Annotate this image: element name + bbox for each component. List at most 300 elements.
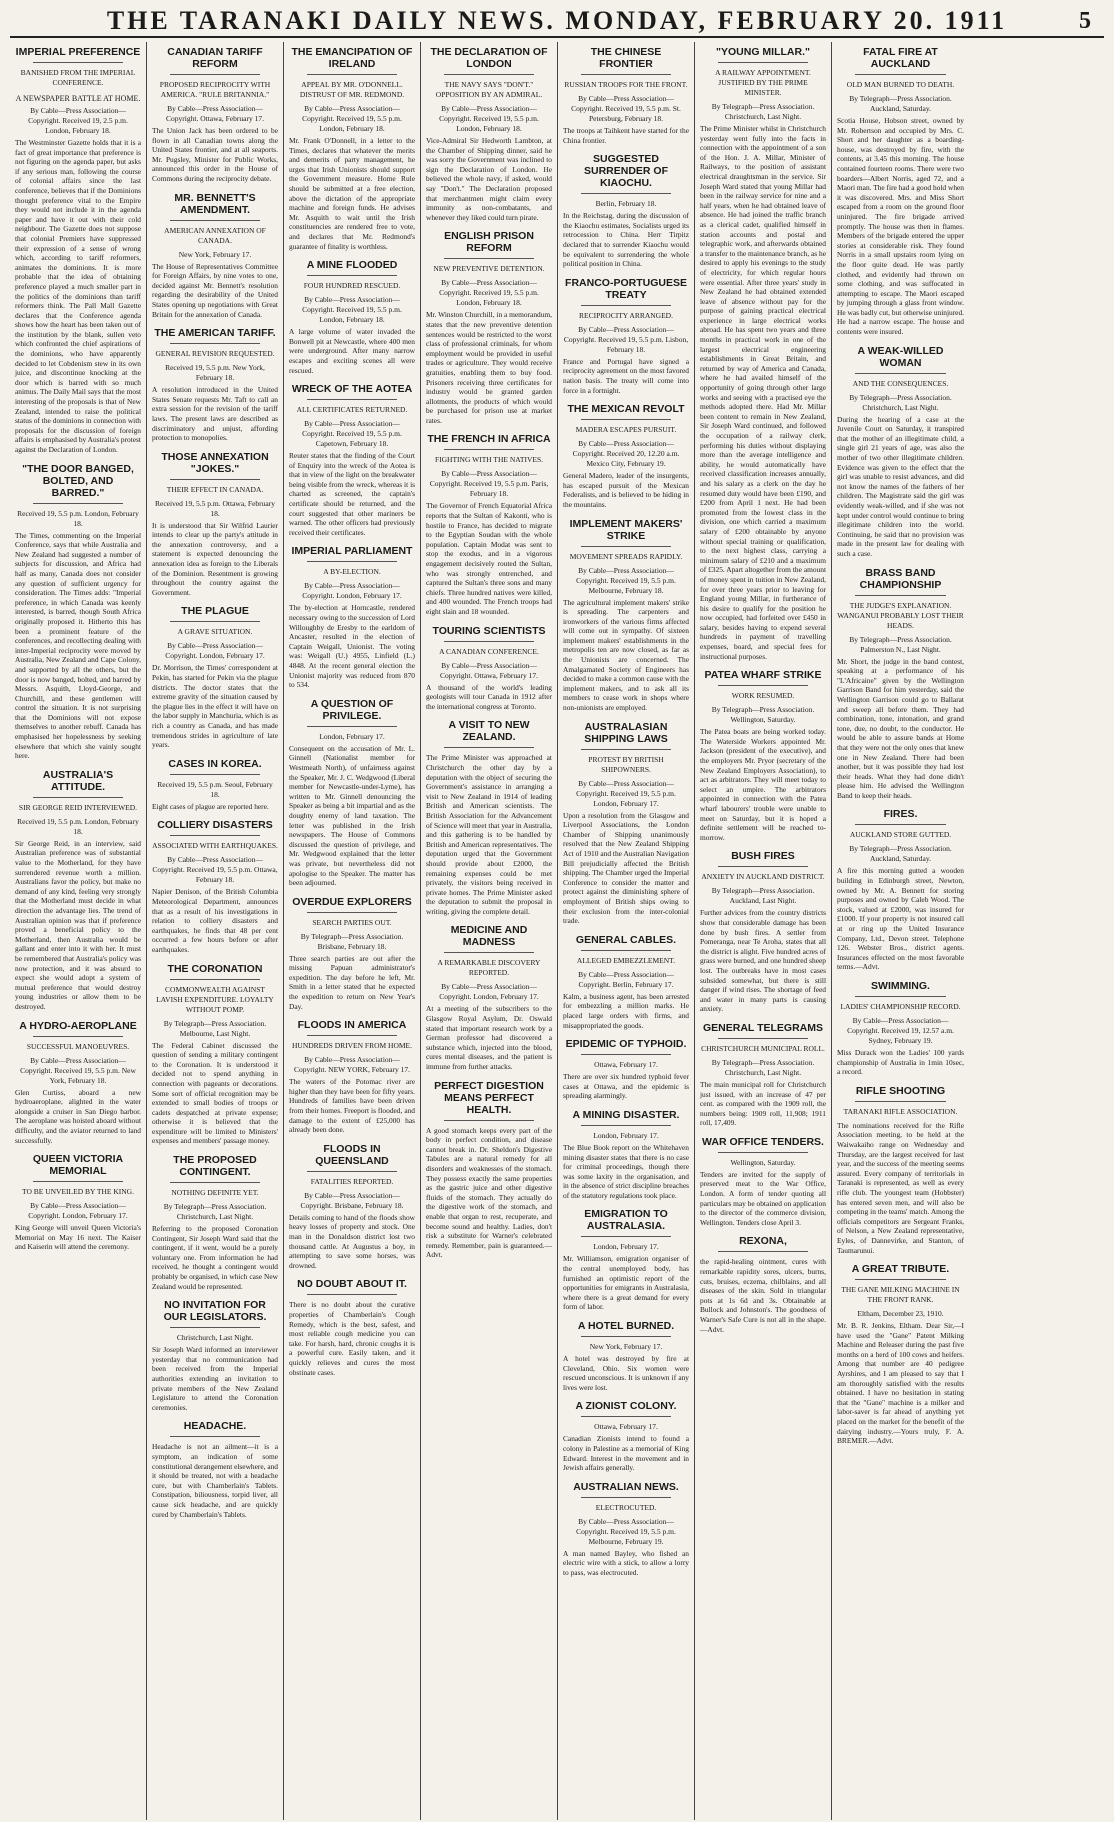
article-dek: A GRAVE SITUATION. <box>177 627 253 637</box>
article-body: Vice-Admiral Sir Hedworth Lambton, at the Chamber of Shipping dinner, said he was sorry the Government was inclined to sign the Declaration of London. He believed the whole navy, if asked, would say "Don't." The Declaration proposed that merchantmen might claim every immunity as non-combatants, and whenever they liked could turn pirate. <box>426 136 552 222</box>
article-dateline: New York, February 17. <box>589 1342 663 1352</box>
article-dateline: By Cable—Press Association—Copyright. London, February 17. <box>439 982 539 1002</box>
article-headline: A WEAK-WILLED WOMAN <box>857 344 944 369</box>
article <box>563 46 689 145</box>
headline-rule <box>170 74 260 75</box>
article-dek: MOVEMENT SPREADS RAPIDLY. <box>569 551 683 561</box>
article-headline: FIRES. <box>883 808 918 821</box>
article-body: A large volume of water invaded the Bonwell pit at Newcastle, where 400 men were underground. After many narrow escapes and exciting scenes all were rescued. <box>289 327 415 375</box>
article-dek: FOUR HUNDRED RESCUED. <box>303 281 401 291</box>
article-dek: AMERICAN ANNEXATION OF CANADA. <box>164 225 266 245</box>
article <box>563 1320 689 1392</box>
article-headline: THE FRENCH IN AFRICA <box>427 433 551 446</box>
article <box>837 46 964 337</box>
article-dateline: By Telegraph—Press Association. Palmerston N., Last Night. <box>849 634 952 654</box>
article <box>426 1080 552 1260</box>
article-dek: OLD MAN BURNED TO DEATH. <box>846 80 955 89</box>
article-dateline: Received 19, 5.5 p.m. Ottawa, February 18. <box>155 498 275 518</box>
headline-rule <box>718 1038 808 1039</box>
headline-rule <box>307 912 397 913</box>
article-headline: A HYDRO-AEROPLANE <box>19 1019 137 1032</box>
article-headline: PATEA WHARF STRIKE <box>704 669 822 682</box>
article <box>563 403 689 509</box>
article-dek: LADIES' CHAMPIONSHIP RECORD. <box>840 1002 961 1011</box>
article <box>152 1420 278 1519</box>
article-body: A good stomach keeps every part of the body in perfect condition, and disease cannot break in. Dr. Sheldon's Digestive Tabules are a natural remedy for all disorders and weaknesses of the stomach. They possess exactly the same properties as the gastric juice and other digestive fluids of the stomach. They actually do the digestive work of the stomach, and enable that organ to rest, recuperate, and become sound and healthy. Ladies, don't risk a substitute for Warner's celebrated remedy. Remember, pain is guaranteed.—Advt. <box>426 1125 552 1260</box>
article-dateline: By Cable—Press Association—Copyright. Received 19, 5.5 p.m. St. Petersburg, February 18. <box>571 94 681 123</box>
article <box>563 1109 689 1201</box>
headline-rule <box>307 1171 397 1172</box>
article-dek: THE NAVY SAYS "DON'T." OPPOSITION BY AN ADMIRAL. <box>435 80 543 99</box>
article-headline: MR. BENNETT'S AMENDMENT. <box>174 191 256 216</box>
article-body: Glen Curtiss, aboard a new hydroaeroplane, alighted in the water alongside a cruiser in San Diego harbor. The aeroplane was hoisted aboard without difficulty, and the aviator returned to land successfully. <box>15 1087 141 1145</box>
article-dateline: By Cable—Press Association—Copyright. Brisbane, February 18. <box>300 1190 404 1210</box>
article <box>837 808 964 972</box>
article <box>15 1020 141 1146</box>
article <box>15 1153 141 1252</box>
article-dek: NEW PREVENTIVE DETENTION. <box>433 264 545 274</box>
article-headline: A ZIONIST COLONY. <box>575 1400 677 1413</box>
headline-rule <box>581 1336 671 1337</box>
article-headline: THE DECLARATION OF LONDON <box>430 46 548 70</box>
headline-rule <box>581 305 671 306</box>
article <box>700 669 826 842</box>
headline-rule <box>170 343 260 344</box>
headline-rule <box>33 797 123 798</box>
headline-rule <box>170 220 260 221</box>
article-body: Mr. Short, the judge in the band contest, speaking at a performance of his "L'Africaine" given by the Wellington Garrison Band for him yesterday, said the Wellington Garrison could go to Ballarat and sweep all before them. They had combination, tone, intonation, and grand tone, due, no doubt, to the conductor. He would be able to assure bands at Home that they were not the only ones that knew one in New Zealand. There had been another, but it was possible they had lost their heads. What they had done didn't please him. He advised the Wellington Band to keep their heads. <box>837 656 964 800</box>
headline-rule <box>855 996 946 997</box>
column-4 <box>421 42 558 1820</box>
article-body: Scotia House, Hobson street, owned by Mr. Robertson and occupied by Mrs. C. Short and her daughter as a boarding-house, was destroyed by fire, with the contents, at 3.45 this morning. The house contained fourteen rooms. There were two boarders—Albert Norris, aged 72, and a Maori man. The fire had a good hold when it was discovered. Mrs. and Miss Short escaped from a room on the ground floor uninjured. The fire brigade arrived promptly. The house was then in flames. Members of the brigade entered the upper stories at considerable risk. They found Norris in a small upstairs room lying on the floor quite dead. He was partly clothed, and evidently had thrown on some clothing, and was suffocated in attempting to escape. The Maori escaped by jumping through a glass front window. He was badly cut, but otherwise uninjured. He had a narrow escape. The house and contents were insured. <box>837 116 964 337</box>
column-2 <box>147 42 284 1820</box>
article <box>563 934 689 1030</box>
article <box>289 896 415 1012</box>
article <box>15 463 141 761</box>
article-body: In the Reichstag, during the discussion of the Kiaochu estimates, Socialists urged its retrocession to China. Herr Tirpitz declared that to surrender Kiaochu would be equivalent to surrendering the whole political position in China. <box>563 211 689 269</box>
article <box>563 1481 689 1578</box>
article-headline: MEDICINE AND MADNESS <box>450 924 528 949</box>
article-dateline: By Telegraph—Press Association. Wellington, Saturday. <box>711 705 815 725</box>
article-body: The Prime Minister whilst in Christchurch yesterday went fully into the facts in connection with the appointment of a son of the Hon. J. A. Millar, Minister of Railways, to the position of assistant electrical draughtsman in the service. Sir Joseph Ward stated that young Millar had been in the railway service for nine and a half years, when he had obtained leave of absence. He had joined the traffic branch as a clerical cadet, qualified himself in station accounts and postal and telegraphic work, and afterwards obtained a transfer to the maintenance branch, as he desired to apply his evenings to the study of electricity, for which regular hours were essential. After three years' study in New Zealand he had obtained extended leave of absence without pay for the purpose of gaining practical electrical experience in large electrical works abroad. He has spent two years and three months in practical work in one of the largest electrical engineering establishments in Great Britain, and returned by way of America and Canada, where he had availed himself of the opportunity of going through other large works and seeing with a practised eye the methods adopted there. Had Mr. Millar been content to remain in New Zealand, Sir Joseph Ward continued, and followed the occupation of a railway clerk, performing his duties without displaying more than the average intelligence and ability, he would automatically have received classification increases annually, and his salary as a clerk on the day he resumed duty would have been £190, and £200 from April 1 next. He had been promoted from the lowest class in the division, one which carried a maximum salary of £200 obtainable by anyone without special training or qualification, to the next highest class, carrying a minimum salary of £210 and a maximum of £325. Apart altogether from the amount of money spent in tuition in New Zealand, for over three years prior to leaving for England young Millar, in furtherance of his desire to qualify for the position he now occupied, had forfeited over £450 in salary, besides having to expend several hundreds in payment of travelling expenses, board, and special fees for instructional purposes. <box>700 124 826 661</box>
article <box>426 625 552 712</box>
headline-rule <box>33 1181 123 1182</box>
article-body: the rapid-healing ointment, cures with remarkable rapidity sores, ulcers, burns, cuts, bruises, eczema, chilblains, and all diseases of the skin. Sold in triangular pots at 1s 6d and 3s. Obtainable at Bullock and Johnston's. The goodness of Warner's Safe Cure is not all in the shape.—Advt. <box>700 1257 826 1334</box>
article-headline: FLOODS IN AMERICA <box>297 1019 407 1032</box>
article-body: There is no doubt about the curative properties of Chamberlain's Cough Remedy, which is the best, safest, and most reliable cough medicine you can take. For harsh, hard, chronic coughs it is a powerful cure. Easily taken, and it quickly relieves and cures the most obstinate cases. <box>289 1300 415 1377</box>
article-body: Reuter states that the finding of the Court of Enquiry into the wreck of the Aotea is that in view of the light on the breakwater being visible from the wreck, whereas it is charted as screened, the captain's certificate should be returned, and the court suggested that other mariners be warned. The other officers had previously received their certificates. <box>289 451 415 537</box>
article-dek: ASSOCIATED WITH EARTHQUAKES. <box>152 841 278 851</box>
article-dek: AUCKLAND STORE GUTTED. <box>849 830 952 840</box>
headline-rule <box>444 641 534 642</box>
article-headline: OVERDUE EXPLORERS <box>292 895 412 908</box>
article-dek: SUCCESSFUL MANOEUVRES. <box>26 1041 130 1051</box>
article-headline: PERFECT DIGESTION MEANS PERFECT HEALTH. <box>434 1079 544 1116</box>
article-body: General Madero, leader of the insurgents, has escaped pursuit of the Mexican Federalists, and is believed to be hiding in the mountains. <box>563 471 689 509</box>
article <box>563 1208 689 1312</box>
headline-rule <box>444 258 534 259</box>
masthead-title: THE TARANAKI DAILY NEWS. MONDAY, FEBRUARY 20. 1911 <box>106 6 1008 35</box>
article-headline: A MINE FLOODED <box>306 259 398 272</box>
article-body: The agricultural implement makers' strike is spreading. The carpenters and ironworkers of the various firms affected will come out in sympathy. Of sixteen implement makers' establishments in the metropolis ten are now closed, as far as the Unionists are concerned. The Amalgamated Society of Engineers has decided to make a common cause with the implement makers, and to ask all its members to cease work in shops where non-unionists are employed. <box>563 597 689 713</box>
article-body: The Patea boats are being worked today. The Waterside Workers appointed Mr. Jackson (president of the executive), and the employers Mr. Pryor (secretary of the New Zealand Employers Association), to act as arbitrators. They will meet today to select an umpire. The arbitrators appointed in connection with the Patea wharf labourers' trouble were unable to meet on Saturday, but it is hoped a definite settlement will be reached to-morrow. <box>700 727 826 842</box>
article-headline: THE CORONATION <box>167 962 263 975</box>
article-dek: ANXIETY IN AUCKLAND DISTRICT. <box>701 872 825 882</box>
article-body: The waters of the Potomac river are higher than they have been for fifty years. Hundreds of families have been driven from their homes. Freeport is flooded, and damage to the extent of £25,000 has already been done. <box>289 1077 415 1135</box>
article <box>700 1136 826 1228</box>
article-dek: RUSSIAN TROOPS FOR THE FRONT. <box>564 80 688 89</box>
article-body: Details coming to hand of the floods show heavy losses of property and stock. One man in the Donaldson district lost two thousand cattle. At Augustus a boy, in attempting to save some horses, was drowned. <box>289 1212 415 1270</box>
headline-rule <box>170 774 260 775</box>
article-body: During the hearing of a case at the Juvenile Court on Saturday, it transpired that the mother of an illegitimate child, a single girl 21 years of age, was also the mother of two other illegitimate children. Evidence was given to the effect that the girl was unable to resist advances, and did not know the names of the fathers of her children. The Magistrate said the girl was evidently weak-willed, and if she was not kept under control would continue to bring illegitimate children into the world. Continuing, he said that no provision was made in the present law for dealing with such a case. <box>837 414 964 558</box>
headline-rule <box>855 1279 946 1280</box>
article <box>289 545 415 689</box>
article-body: Sir George Reid, in an interview, said Australian preference was of substantial value to the Motherland, for they have surrendered revenue worth a million. Australians favor the policy, but make no demand of any kind, feeling very strongly that the Motherland must decide in what direction the advantage lies. The trend of Australian opinion was that if preference proved a beneficial policy to the Motherland, then Australia would be gallant and enter into it with her. It must be remembered that Australia's policy was now protection, and it was absurd to expect she would adopt a system of mutual preference that would destroy young industries or allow them to be destroyed. <box>15 838 141 1011</box>
article-headline: A VISIT TO NEW ZEALAND. <box>448 719 530 744</box>
page-number: 5 <box>1079 8 1094 34</box>
article-dek: SEARCH PARTIES OUT. <box>312 917 392 927</box>
headline-rule <box>581 1497 671 1498</box>
article-headline: THE PROPOSED CONTINGENT. <box>173 1154 257 1179</box>
column-1 <box>10 42 147 1820</box>
article-dateline: New York, February 17. <box>178 249 252 259</box>
article <box>700 46 826 661</box>
article-body: Upon a resolution from the Glasgow and Liverpool Associations, the London Chamber of Shipping unanimously resolved that the New Zealand Shipping Act of 1910 and the Australian Navigation Bill prejudicially affected the British shipping. The Chamber urged the Imperial Conference to consider the matter and protect against the diminishing sphere of employment of British ships owing to their exclusion from the inter-colonial trade. <box>563 810 689 926</box>
article-headline: A MINING DISASTER. <box>572 1108 680 1121</box>
headline-rule <box>444 1120 534 1121</box>
headline-rule <box>33 1036 123 1037</box>
headline-rule <box>581 546 671 547</box>
article-headline: "YOUNG MILLAR." <box>716 46 810 58</box>
article-dateline: By Telegraph—Press Association. Brisbane, February 18. <box>300 931 404 951</box>
article-headline: A HOTEL BURNED. <box>577 1320 675 1333</box>
article-headline: FLOODS IN QUEENSLAND <box>315 1142 389 1167</box>
article-headline: BUSH FIRES <box>731 850 795 863</box>
article-dateline: By Cable—Press Association—Copyright. Received 19, 5.5 p.m. New York, February 18. <box>20 1055 136 1085</box>
article-headline: WAR OFFICE TENDERS. <box>702 1135 824 1148</box>
article-dek: BANISHED FROM THE IMPERIAL CONFERENCE. <box>20 68 136 87</box>
article-headline: TOURING SCIENTISTS <box>432 624 546 637</box>
article <box>563 153 689 269</box>
headline-rule <box>444 747 534 748</box>
article-dateline: By Cable—Press Association—Copyright. Received 19, 5.5 p.m. Capetown, February 18. <box>302 419 402 449</box>
article <box>289 1278 415 1377</box>
article-dateline: London, February 17. <box>593 1130 659 1140</box>
headline-rule <box>307 74 397 75</box>
article-headline: FATAL FIRE AT AUCKLAND <box>863 46 938 70</box>
article-dek: MADERA ESCAPES PURSUIT. <box>575 425 677 435</box>
article-dek: NOTHING DEFINITE YET. <box>171 1188 259 1198</box>
article <box>426 230 552 425</box>
columns-container <box>10 42 1104 1820</box>
article-body: A man named Bayley, who fished an electric wire with a stick, to allow a lorry to pass, was electrocuted. <box>563 1548 689 1577</box>
article-body: A thousand of the world's leading geologists will tour Canada in 1912 after the international congress at Toronto. <box>426 682 552 711</box>
headline-rule <box>855 74 946 75</box>
article-body: Further advices from the country districts show that considerable damage has been done by bush fires. A settler from Pomeranga, near Te Aroha, states that all the district is alight. Five hundred acres of grass were burned, and one hundred sheep lost. The outbreaks have in most cases subsided somewhat, but there is still danger if wind rises. The shortage of feed and water in many parts is causing anxiety. <box>700 908 826 1014</box>
article-headline: SWIMMING. <box>871 980 930 992</box>
article <box>152 1154 278 1291</box>
article <box>837 567 964 801</box>
article-dek: ALLEGED EMBEZZLEMENT. <box>576 955 676 965</box>
article-headline: RIFLE SHOOTING <box>855 1084 946 1097</box>
article-headline: IMPERIAL PREFERENCE <box>15 46 141 58</box>
article-headline: CASES IN KOREA. <box>168 757 262 770</box>
article-dateline: By Cable—Press Association—Copyright. Received 19, 5.5 p.m. Ottawa, February 18. <box>152 855 278 885</box>
article <box>426 719 552 916</box>
article-dateline: By Telegraph—Press Association. Christchurch, Last Night. <box>163 1202 267 1222</box>
article-dateline: By Cable—Press Association—Copyright. Received 20, 12.20 a.m. Mexico City, February 19. <box>572 439 680 469</box>
article-body: Eight cases of plague are reported here. <box>152 801 269 811</box>
headline-rule <box>33 62 123 63</box>
article-headline: REXONA, <box>739 1235 787 1248</box>
article-dek: A RAILWAY APPOINTMENT. JUSTIFIED BY THE PRIME MINISTER. <box>715 68 811 97</box>
headline-rule <box>33 503 123 504</box>
article-dateline: London, February 17. <box>593 1242 659 1252</box>
article-dek: A CANADIAN CONFERENCE. <box>439 646 539 656</box>
article <box>152 1299 278 1412</box>
article-headline: QUEEN VICTORIA MEMORIAL <box>32 1153 124 1178</box>
article-dateline: By Telegraph—Press Association. Auckland, Last Night. <box>711 886 815 906</box>
headline-rule <box>581 1236 671 1237</box>
headline-rule <box>307 1035 397 1036</box>
headline-rule <box>444 952 534 953</box>
article-headline: A QUESTION OF PRIVILEGE. <box>310 697 394 722</box>
article-headline: "THE DOOR BANGED, BOLTED, AND BARRED." <box>22 462 134 499</box>
article <box>152 46 278 184</box>
article-body: The Prime Minister was approached at Christchurch the other day by a deputation with the object of securing the Government's assistance in arranging a visit to New Zealand in 1914 of leading British and American scientists. The British Association for the Advancement of Science will meet that year in Australia, and this gathering is to be handled by British and American representatives. The deputation urged that the Government should provide about £2000, the remaining expenses could be met privately, the visitors being received in private homes. The Prime Minister asked the deputation to submit the proposal in writing, giving the complete detail. <box>426 753 553 916</box>
article-dateline: Received 19, 5.5 p.m. Seoul, February 18. <box>157 779 273 799</box>
article <box>837 1263 964 1446</box>
article-dateline: By Cable—Press Association—Copyright. Received 19, 2.5 p.m. London, February 18. <box>28 106 128 135</box>
article-headline: ENGLISH PRISON REFORM <box>444 230 534 255</box>
article-dateline: Received 19, 5.5 p.m. London, February 18. <box>17 816 139 836</box>
article-body: The troops at Taihkent have started for the China frontier. <box>563 126 689 145</box>
article-dek: FATALITIES REPORTED. <box>310 1176 394 1186</box>
article-body: Three search parties are out after the missing Papuan administrator's expedition. The day before he left, Mr. Smith in a letter stated that he expected the expedition to return on New Year's Day. <box>289 953 415 1011</box>
article-body: A hotel was destroyed by fire at Cleveland, Ohio. Six women were rescued unconscious. It is unknown if any lives were lost. <box>563 1354 689 1392</box>
article-dateline: By Cable—Press Association—Copyright. Received 19, 5.5 p.m. London, February 17. <box>576 778 676 808</box>
article <box>289 1143 415 1271</box>
article <box>152 451 278 598</box>
column-7 <box>832 42 969 1820</box>
article-dateline: By Cable—Press Association—Copyright. Received 19, 12.57 a.m. Sydney, February 19. <box>847 1016 954 1045</box>
article-headline: CANADIAN TARIFF REFORM <box>167 46 263 70</box>
article-dateline: By Cable—Press Association—Copyright. NEW YORK, February 17. <box>293 1055 411 1075</box>
article-dateline: By Cable—Press Association—Copyright. Ottawa, February 17. <box>166 104 264 123</box>
article-dek: THE JUDGE'S EXPLANATION. WANGANUI PROBABLY LOST THEIR HEADS. <box>837 600 964 630</box>
article-body: Referring to the proposed Coronation Contingent, Sir Joseph Ward said that the contingent, if it went, would be a purely voluntary one. From information he had received, he thought a contingent would probably be organised, in which case New Zealand would be represented. <box>152 1224 278 1291</box>
article-headline: THE AMERICAN TARIFF. <box>154 327 276 340</box>
headline-rule <box>170 1327 260 1328</box>
article <box>152 758 278 812</box>
headline-rule <box>170 835 260 836</box>
article-headline: COLLIERY DISASTERS <box>157 819 273 832</box>
headline-rule <box>307 275 397 276</box>
headline-rule <box>718 866 808 867</box>
article-headline: WRECK OF THE AOTEA <box>291 383 413 396</box>
article-dateline: By Cable—Press Association—Copyright. Received 19, 5.5 p.m. Paris, February 18. <box>429 469 549 499</box>
headline-rule <box>855 595 946 596</box>
article-headline: AUSTRALIAN NEWS. <box>573 1480 679 1493</box>
article-body: A resolution introduced in the United States Senate requests Mr. Taft to call an extra session for the revision of the tariff laws. The present laws are described as discriminatory and unjust, affording protection to monopolies. <box>152 385 278 443</box>
article-body: King George will unveil Queen Victoria's Memorial on May 16 next. The Kaiser and Kaiserin will attend the ceremony. <box>15 1223 141 1252</box>
article <box>152 605 278 749</box>
article-body: Napier Denison, of the British Columbia Meteorological Department, announces that as a result of his investigations in relation to colliery disasters and earthquakes, he finds that 48 per cent occurred a few hours before or after earthquakes. <box>152 887 278 954</box>
article <box>152 819 278 954</box>
headline-rule <box>307 1294 397 1295</box>
article-body: The Union Jack has been ordered to be flown in all Canadian towns along the United States frontier, and at all seaports. Mr. Pugsley, Minister for Public Works, announced this order in the House of Commons during the reciprocity debate. <box>152 126 278 183</box>
article-dek: A BY-ELECTION. <box>323 567 381 577</box>
article-dek: PROPOSED RECIPROCITY WITH AMERICA. "RULE BRITANNIA." <box>159 80 271 99</box>
article <box>289 259 415 375</box>
article-headline: GENERAL TELEGRAMS <box>703 1021 823 1034</box>
article-dek: FIGHTING WITH THE NATIVES. <box>434 455 544 465</box>
article-headline: BRASS BAND CHAMPIONSHIP <box>859 566 942 591</box>
article-body: Mr. Frank O'Donnell, in a letter to the Times, declares that whatever the merits and demerits of party management, he urges that Irish Unionists should support the Government measure. Home Rule should be submitted at a free election, above the dictation of the appropriate machine and foreign funds. He advises Mr. Asquith to wait until the Irish constituencies are rendered free to vote, and declares that Mr. Redmond's guarantee of finality is worthless. <box>289 136 415 251</box>
article-dateline: Christchurch, Last Night. <box>176 1333 254 1343</box>
article-headline: THE EMANCIPATION OF IRELAND <box>291 46 413 70</box>
article-headline: NO DOUBT ABOUT IT. <box>297 1278 407 1291</box>
article-body: France and Portugal have signed a reciprocity agreement on the most favored nation basis. The treaty will come into force in a fortnight. <box>563 356 689 395</box>
headline-rule <box>581 74 671 75</box>
article <box>563 277 689 395</box>
headline-rule <box>581 1054 671 1055</box>
article-dateline: By Telegraph—Press Association. Melbourne, Last Night. <box>163 1018 267 1038</box>
article-headline: THE PLAGUE <box>181 605 249 618</box>
headline-rule <box>581 1416 671 1417</box>
article-dek: HUNDREDS DRIVEN FROM HOME. <box>291 1041 412 1051</box>
article-body: The nominations received for the Rifle Association meeting, to be held at the Waiwakaiho range on Wednesday and Thursday, are the largest received for last year, and the success of the meeting seems assured. Every company of territorials in Taranaki is represented, as well as every rifle club. The youngest team (Hobbster) has entered seven men, and will also be competing in the teams' match. Among the officials competitors are Sergeant Franks, of Nelson, a New Zealand representative, Eyles, of Dannevirke, and Stanton, of Taumarunui. <box>837 1120 964 1255</box>
article-dek: GENERAL REVISION REQUESTED. <box>155 349 275 359</box>
article-dateline: By Cable—Press Association—Copyright. Received 19, 5.5 p.m. London, February 18. <box>302 295 402 325</box>
article-body: The House of Representatives Committee for Foreign Affairs, by nine votes to one, decided against Mr. Bennett's resolution regarding the desirability of the United States opening up negotiations with Great Britain for the annexation of Canada. <box>152 261 278 319</box>
article-body: The Federal Cabinet discussed the question of sending a military contingent to the Coronation. It is understood it decided not to spend anything in connection with pageants or decorations. Some sort of official recognition may be extended to small bodies of troops or cadets despatched at private expense; otherwise it is believed that the expenditure will be limited to Ministers' expenses and members' passage money. <box>152 1040 278 1146</box>
article <box>152 192 278 320</box>
article-dateline: By Cable—Press Association—Copyright. Received 19, 5.5 p.m. Melbourne, February 19. <box>576 1516 676 1546</box>
article-dateline: By Cable—Press Association—Copyright. Received 19, 5.5 p.m. Melbourne, February 18. <box>576 565 676 595</box>
article <box>15 46 141 455</box>
article-headline: HEADACHE. <box>183 1420 247 1433</box>
article-dateline: Received 19, 5.5 p.m. New York, February 18. <box>165 363 265 383</box>
article-body: Mr. B. R. Jenkins, Eltham. Dear Sir,—I have used the "Gane" Patent Milking Machine and Releaser during the past five months on a herd of 100 cows and heifers. Among that number are 40 pedigree Ayrshires, and I am pleased to say that I am thoroughly satisfied with the results obtained. I have no hesitation in stating that the "Gane" machine is a milker and labor-saver is far ahead of anything yet placed on the market for the benefit of the dairying industry.—Yours truly, F. A. BREMER.—Advt. <box>837 1321 964 1446</box>
article-dek: TO BE UNVEILED BY THE KING. <box>22 1187 134 1197</box>
article-body: The Westminster Gazette holds that it is a fact of great importance that preference is not figuring on the agenda paper, but asks if any serious man, following the course of colonial affairs since the last conference, believes that if the Dominions thought preference vital to the Empire they would not include it in the agenda paper and have it out with their cold neighbour. The Gazette does not suppose that colonial Premiers have suppressed their expression of a sense of wrong which, according to tariff reformers, animates the dominions. It is more probable that the idea of obtaining preference played a much smaller part in the politics of the dominions than tariff reformers think. The Pall Mall Gazette declares that the Conference agenda shows how the heart has been taken out of the institution by the blank, sullen veto which confronted the chief aspirations of the dominions, who have apparently decided to let Cobdenism stew in its own juice, and discontinue knocking at the door which is barred with so much animus. The Daily Mail says that the most interesting of the proposals is that of New Zealand, intended to raise the political status of the dominions in connection with proposals for the discussion of foreign affairs is emphasised by Australia's protest against the Declaration of London. <box>15 138 141 454</box>
article-headline: EMIGRATION TO AUSTRALASIA. <box>584 1208 668 1233</box>
headline-rule <box>170 621 260 622</box>
article <box>15 769 141 1012</box>
headline-rule <box>307 399 397 400</box>
article-dek: A REMARKABLE DISCOVERY REPORTED. <box>437 958 541 978</box>
column-5 <box>558 42 695 1820</box>
article-body: Mr. Winston Churchill, in a memorandum, states that the new preventive detention sentences would be restricted to the worst class of professional criminals, for whom employment would be provided in useful trades or agriculture. They would receive gratuities, enabling them to buy food. Prisoners receiving three certificates for industry would be granted garden allotments, the products of which would be purchased for prison use at market rates. <box>426 310 553 425</box>
article-dek: ALL CERTIFICATES RETURNED. <box>296 405 408 415</box>
article-body: The Times, commenting on the Imperial Conference, says that while Australia and New Zealand had suggested a number of subjects for discussion, and Africa had half as many, Canada does not consider any question of sufficient urgency for consideration. The Times adds: "Imperial preference, in which Canada was keenly interested, is barred, though South Africa originally proposed it. Hitherto this has been a prominent feature of the conferences, and recollecting dealing with inter-Imperial reciprocity were moved by Australia, New Zealand and Cape Colony, and supported by all the others, but the door is now banged, bolted, and barred by Messrs. Asquith, Lloyd-George, and Churchill, and these gentlemen will control the situation. It is not surprising that the Dominions will not expose themselves to another rebuff. Canada has emphasised her hopelessness by seeking elsewhere that which she vainly sought here. <box>15 530 141 761</box>
article-dek: TARANAKI RIFLE ASSOCIATION. <box>843 1106 958 1116</box>
article-dateline: Received 19, 5.5 p.m. London, February 18. <box>17 508 139 528</box>
article <box>563 518 689 713</box>
article-dek: CHRISTCHURCH MUNICIPAL ROLL. <box>701 1043 825 1053</box>
article <box>700 1022 826 1128</box>
article <box>563 1038 689 1101</box>
article-dek: SIR GEORGE REID INTERVIEWED. <box>18 802 138 812</box>
article <box>426 433 552 616</box>
article-dek: COMMONWEALTH AGAINST LAVISH EXPENDITURE. LOYALTY WITHOUT POMP. <box>156 984 274 1014</box>
article-dateline: By Cable—Press Association—Copyright. Received 19, 5.5 p.m. London, February 18. <box>439 278 539 308</box>
article-headline: IMPERIAL PARLIAMENT <box>291 545 413 558</box>
article-body: Dr. Morrison, the Times' correspondent at Pekin, has started for Pekin via the plague districts. The doctor states that the extreme gravity of the situation caused by the plague lies in the effect it will have on the labor supply in Manchuria, which is as rich a country as Canada, and has made tremendous strides in agriculture of late years. <box>152 663 278 750</box>
article-headline: AUSTRALASIAN SHIPPING LAWS <box>584 720 668 745</box>
headline-rule <box>170 479 260 480</box>
article <box>289 383 415 537</box>
article-dek: THE GANE MILKING MACHINE IN THE FRONT RANK. <box>841 1285 960 1305</box>
article-headline: IMPLEMENT MAKERS' STRIKE <box>569 517 683 542</box>
article-body: The Governor of French Equatorial Africa reports that the Sultan of Kakonti, who is hostile to France, has decided to migrate to the Egyptian Soudan with the whole population. Captain Modat was sent to stop the exodus, and in a vigorous engagement decisively routed the Sultan, who was strongly entrenched, and captured the Sultan's three sons and many chiefs. Three hundred natives were killed, and 400 wounded. The French troops had eight slain and 18 wounded. <box>426 501 552 616</box>
article-dek: APPEAL BY MR. O'DONNELL. DISTRUST OF MR. REDMOND. <box>299 80 405 99</box>
article-body: A fire this morning gutted a wooden building in Edinburgh street, Newton, owned by Mr. A. Bennett for storing purposes and owned by Caleb Wood. The stock, valued at £2000, was insured for £1000. If your property is not insured call at or ring up the United Insurance Company, Ltd., Devon street. Telephone 126. Webster Bros., district agents. Insurances effected on the most favorable terms.—Advt. <box>837 866 964 972</box>
article <box>152 327 278 443</box>
article-dateline: Ottawa, February 17. <box>594 1422 658 1432</box>
article <box>152 963 278 1147</box>
headline-rule <box>718 685 808 686</box>
headline-rule <box>170 1182 260 1183</box>
article-body: Headache is not an ailment—it is a symptom, an indication of some constitutional derangement elsewhere, and it should be treated, not with a headache cure, but with Chamberlain's Tablets. Constipation, biliousness, torpid liver, all cause sick headache, and are quickly cured by Chamberlain's Tablets. <box>152 1442 279 1519</box>
article-dek: ELECTROCUTED. <box>595 1502 657 1512</box>
article-dateline: By Cable—Press Association—Copyright. Received 19, 5.5 p.m. London, February 18. <box>439 104 539 133</box>
article-dek: PROTEST BY BRITISH SHIPOWNERS. <box>588 754 664 774</box>
article-dateline: Berlin, February 18. <box>595 199 657 209</box>
headline-rule <box>307 726 397 727</box>
column-6 <box>695 42 832 1820</box>
article <box>563 721 689 926</box>
article <box>700 850 826 1014</box>
headline-rule <box>581 749 671 750</box>
article-headline: THOSE ANNEXATION "JOKES." <box>161 450 269 475</box>
headline-rule <box>855 824 946 825</box>
headline-rule <box>581 950 671 951</box>
headline-rule <box>170 1436 260 1437</box>
headline-rule <box>581 419 671 420</box>
article-body: The Blue Book report on the Whitehaven mining disaster states that there is no case for criminal proceedings, though there was some laxity in the organisation, and in the absence of strict discipline breaches of the statutory regulations took place. <box>563 1142 689 1200</box>
article-dateline: Wellington, Saturday. <box>730 1157 796 1167</box>
headline-rule <box>444 449 534 450</box>
article-dateline: London, February 17. <box>319 731 385 741</box>
article-headline: GENERAL CABLES. <box>575 933 677 946</box>
article-body: There are over six hundred typhoid fever cases at Ottawa, and the epidemic is spreading alarmingly. <box>563 1072 689 1101</box>
article-dateline: By Telegraph—Press Association. Auckland, Saturday. <box>849 844 952 864</box>
headline-rule <box>855 373 946 374</box>
article-body: At a meeting of the subscribers to the Glasgow Royal Asylum, Dr. Oswald stated that important research work by a German professor had discovered a substance which, injected into the blood, cures mental diseases, and the patient is immune from further attacks. <box>426 1004 552 1072</box>
article-dateline: By Cable—Press Association—Copyright. London, February 17. <box>28 1201 128 1221</box>
headline-rule <box>581 1125 671 1126</box>
article-body: The main municipal roll for Christchurch just issued, with an increase of 47 per cent. as compared with the 1909 roll, the numbers being: 1909 roll, 11,908; 1911 roll, 17,409. <box>700 1079 826 1128</box>
article-body: Canadian Zionists intend to found a colony in Palestine as a memorial of King Edward. Interest in the movement and in Jewish affairs generally. <box>563 1434 689 1473</box>
article <box>837 980 964 1077</box>
article <box>837 345 964 559</box>
headline-rule <box>581 193 671 194</box>
article-dek: RECIPROCITY ARRANGED. <box>579 310 673 320</box>
article-headline: A GREAT TRIBUTE. <box>851 1263 950 1276</box>
article-headline: EPIDEMIC OF TYPHOID. <box>565 1038 687 1051</box>
article-body: Miss Durack won the Ladies' 100 yards championship of Australia in 1min 10sec, a record. <box>837 1048 964 1077</box>
article-body: Mr. Williamson, emigration organiser of the central unemployed body, has furnished an optimistic report of the opportunities for emigrants in Australasia, where there is a great demand for every form of labor. <box>563 1254 689 1312</box>
column-3 <box>284 42 421 1820</box>
article-headline: THE MEXICAN REVOLT <box>567 403 685 416</box>
article-dek: AND THE CONSEQUENCES. <box>852 378 949 388</box>
article-dateline: Ottawa, February 17. <box>594 1060 658 1070</box>
masthead <box>10 6 1104 38</box>
article <box>289 698 415 888</box>
headline-rule <box>307 561 397 562</box>
